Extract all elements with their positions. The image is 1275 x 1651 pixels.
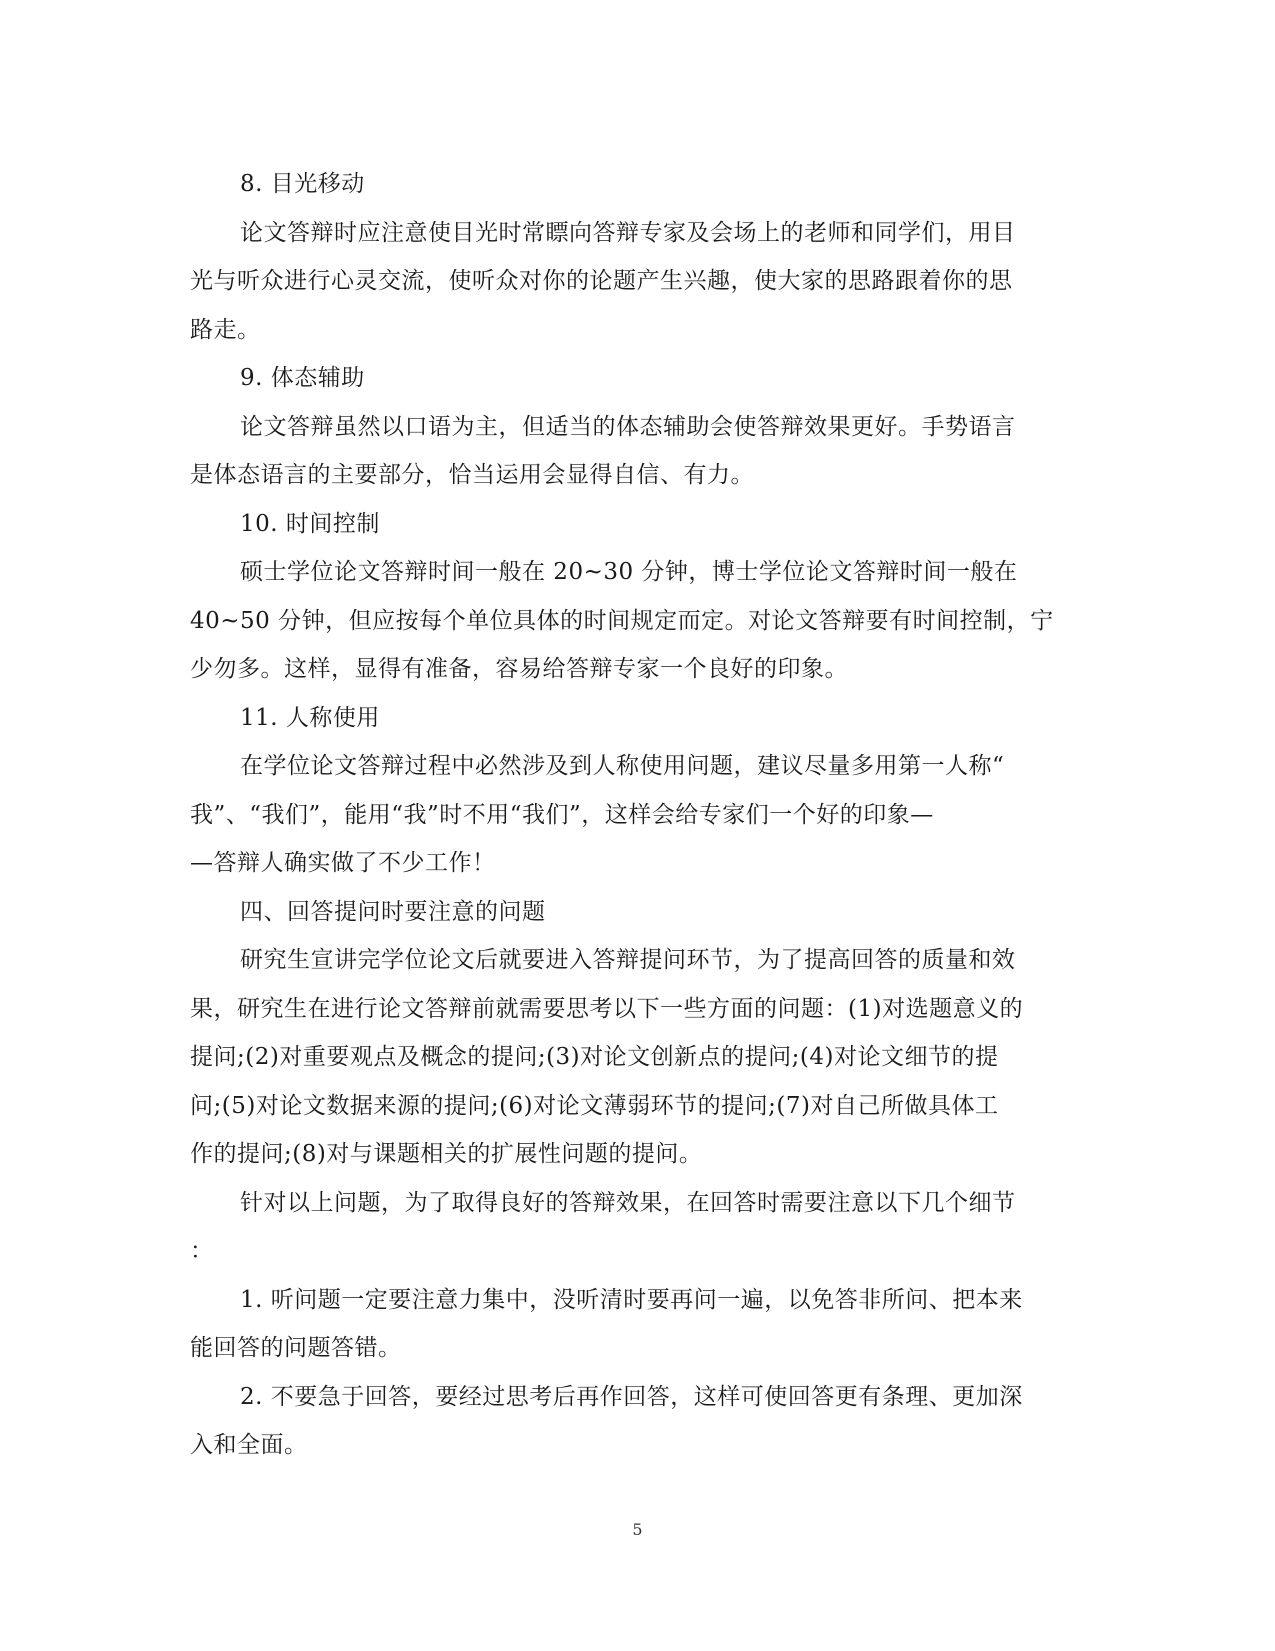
paragraph-line: —答辩人确实做了不少工作！ — [190, 850, 496, 876]
paragraph-line: 作的提问;(8)对与课题相关的扩展性问题的提问。 — [190, 1141, 703, 1167]
paragraph-line: 光与听众进行心灵交流，使听众对你的论题产生兴趣，使大家的思路跟着你的思 — [190, 268, 1013, 294]
heading-time-control: 10. 时间控制 — [240, 510, 380, 537]
paragraph-line: 是体态语言的主要部分，恰当运用会显得自信、有力。 — [190, 462, 754, 488]
section-heading-answering: 四、回答提问时要注意的问题 — [240, 898, 546, 925]
heading-person-usage: 11. 人称使用 — [240, 704, 380, 731]
paragraph-line: 入和全面。 — [190, 1432, 308, 1458]
page-number: 5 — [632, 1520, 643, 1539]
body-text — [190, 160, 1080, 1470]
heading-eye-movement: 8. 目光移动 — [240, 171, 365, 197]
paragraph-line: 论文答辩虽然以口语为主，但适当的体态辅助会使答辩效果更好。手势语言 — [240, 413, 1016, 440]
paragraph-line: 硕士学位论文答辩时间一般在 20~30 分钟，博士学位论文答辩时间一般在 — [240, 559, 1018, 585]
paragraph-line: 研究生宣讲完学位论文后就要进入答辩提问环节，为了提高回答的质量和效 — [240, 947, 1016, 973]
paragraph-line: 针对以上问题，为了取得良好的答辩效果，在回答时需要注意以下几个细节 — [240, 1189, 1016, 1216]
paragraph-line: 果，研究生在进行论文答辩前就需要思考以下一些方面的问题：(1)对选题意义的 — [190, 995, 1024, 1022]
paragraph-line: 论文答辩时应注意使目光时常瞟向答辩专家及会场上的老师和同学们，用目 — [240, 219, 1016, 246]
paragraph-line: 我”、“我们”，能用“我”时不用“我们”，这样会给专家们一个好的印象— — [190, 801, 934, 828]
paragraph-line: 路走。 — [190, 316, 261, 343]
list-item-2: 2. 不要急于回答，要经过思考后再作回答，这样可使回答更有条理、更加深 — [240, 1383, 1023, 1410]
heading-body-language: 9. 体态辅助 — [240, 365, 365, 391]
paragraph-line: 提问;(2)对重要观点及概念的提问;(3)对论文创新点的提问;(4)对论文细节的提 — [190, 1044, 999, 1070]
paragraph-line: 40~50 分钟，但应按每个单位具体的时间规定而定。对论文答辩要有时间控制，宁 — [190, 607, 1054, 634]
paragraph-line: 少勿多。这样，显得有准备，容易给答辩专家一个良好的印象。 — [190, 656, 848, 682]
paragraph-line: 问;(5)对论文数据来源的提问;(6)对论文薄弱环节的提问;(7)对自己所做具体工 — [190, 1092, 999, 1119]
paragraph-line: 在学位论文答辩过程中必然涉及到人称使用问题，建议尽量多用第一人称“ — [240, 753, 1005, 779]
paragraph-line: ： — [190, 1238, 214, 1264]
paragraph-line: 能回答的问题答错。 — [190, 1335, 402, 1361]
list-item-1: 1. 听问题一定要注意力集中，没听清时要再问一遍，以免答非所问、把本来 — [240, 1286, 1023, 1313]
